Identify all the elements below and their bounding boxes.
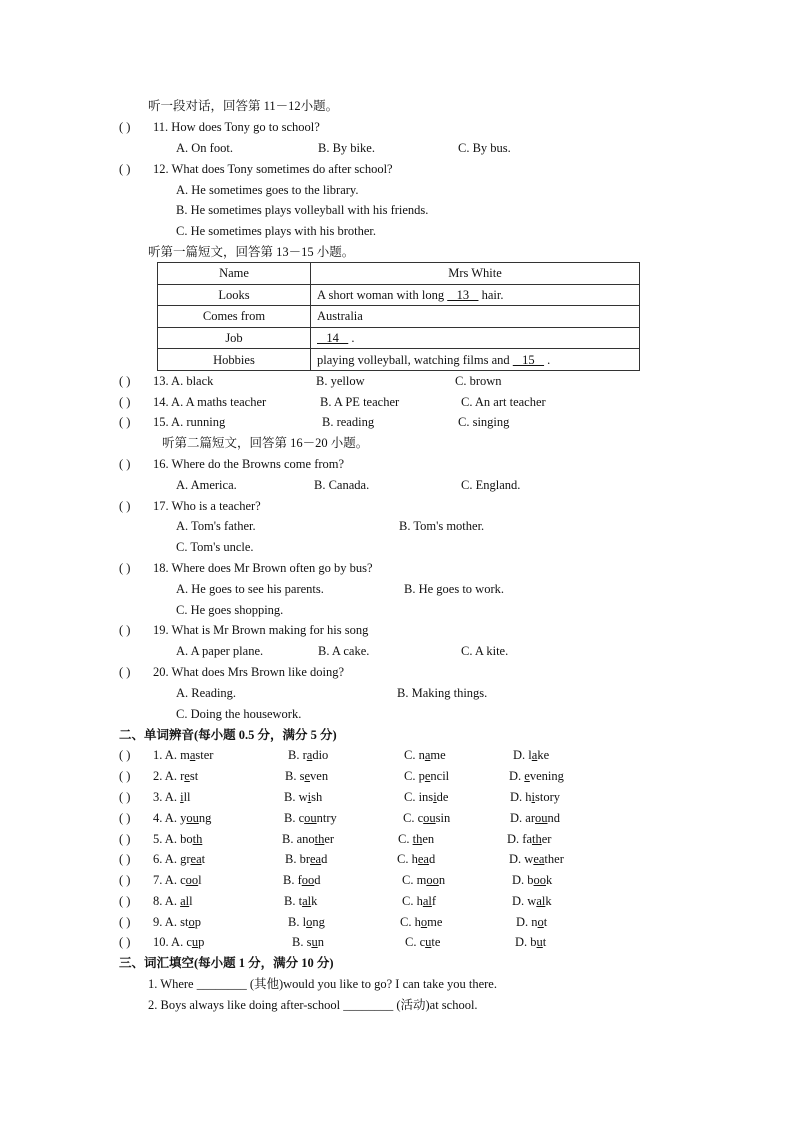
answer-bracket[interactable]: ( ) [119,665,131,679]
blank-14[interactable]: 14 [317,331,349,346]
phonics-option-c: C. cousin [403,811,451,825]
q11-option-b: B. By bike. [318,141,375,155]
phonics-option-c: C. head [397,852,436,866]
answer-bracket[interactable]: ( ) [119,162,131,176]
q11-option-a: A. On foot. [176,141,233,155]
q16-option-a: A. America. [176,478,237,492]
answer-bracket[interactable]: ( ) [119,457,131,471]
q13-option-b: B. yellow [316,374,365,388]
q19-option-b: B. A cake. [318,644,370,658]
vocab-item-1: 1. Where ________ (其他)would you like to go? I can take you there. [148,977,497,991]
q15-option-a: 15. A. running [153,415,226,429]
q18-option-c: C. He goes shopping. [176,603,284,617]
answer-bracket[interactable]: ( ) [119,790,131,804]
q18-option-b: B. He goes to work. [404,582,504,596]
answer-bracket[interactable]: ( ) [119,852,131,866]
phonics-option-d: D. weather [509,852,564,866]
q12-option-b: B. He sometimes plays volleyball with his friends. [176,203,429,217]
phonics-option-a: 9. A. stop [153,915,201,929]
phonics-option-d: D. father [507,832,552,846]
answer-bracket[interactable]: ( ) [119,915,131,929]
phonics-option-d: D. but [515,935,547,949]
table-row [158,349,640,371]
phonics-option-c: C. name [404,748,446,762]
row-value: 14 . [311,327,640,349]
q18-option-a: A. He goes to see his parents. [176,582,324,596]
table-row [158,306,640,328]
row-label: Job [158,327,311,349]
phonics-option-c: C. then [398,832,435,846]
answer-bracket[interactable]: ( ) [119,935,131,949]
row-value: Mrs White [311,263,640,285]
passage1-intro: 听第一篇短文，回答第 13－15 小题。 [148,245,355,259]
phonics-option-b: B. wish [284,790,323,804]
question-18: 18. Where does Mr Brown often go by bus? [153,561,373,575]
table-row [158,284,640,306]
q14-option-a: 14. A. A maths teacher [153,395,267,409]
phonics-option-d: D. not [516,915,548,929]
answer-bracket[interactable]: ( ) [119,811,131,825]
q16-option-b: B. Canada. [314,478,370,492]
phonics-option-c: C. moon [402,873,446,887]
row-value: playing volleyball, watching films and 15 . [311,349,640,371]
blank-13[interactable]: 13 [447,287,479,302]
row-label: Hobbies [158,349,311,371]
phonics-option-a: 3. A. ill [153,790,191,804]
q13-option-c: C. brown [455,374,502,388]
phonics-option-b: B. another [282,832,335,846]
phonics-option-b: B. long [288,915,325,929]
q17-option-c: C. Tom's uncle. [176,540,254,554]
answer-bracket[interactable]: ( ) [119,561,131,575]
phonics-option-b: B. radio [288,748,329,762]
info-table [157,262,640,371]
q11-option-c: C. By bus. [458,141,511,155]
q20-option-b: B. Making things. [397,686,488,700]
phonics-option-d: D. book [512,873,553,887]
phonics-option-d: D. history [510,790,561,804]
q17-option-b: B. Tom's mother. [399,519,485,533]
question-16: 16. Where do the Browns come from? [153,457,345,471]
table-row [158,263,640,285]
row-label: Comes from [158,306,311,328]
table-row [158,327,640,349]
phonics-option-b: B. seven [285,769,329,783]
question-17: 17. Who is a teacher? [153,499,261,513]
q17-option-a: A. Tom's father. [176,519,256,533]
answer-bracket[interactable]: ( ) [119,395,131,409]
q19-option-c: C. A kite. [461,644,509,658]
phonics-option-b: B. bread [285,852,328,866]
phonics-option-c: C. pencil [404,769,450,783]
answer-bracket[interactable]: ( ) [119,623,131,637]
section2-heading: 二、单词辨音(每小题 0.5 分，满分 5 分) [119,728,337,742]
answer-bracket[interactable]: ( ) [119,748,131,762]
q15-option-c: C. singing [458,415,510,429]
q12-option-c: C. He sometimes plays with his brother. [176,224,376,238]
passage2-intro: 听第二篇短文，回答第 16－20 小题。 [162,436,369,450]
q14-option-c: C. An art teacher [461,395,546,409]
phonics-option-a: 1. A. master [153,748,214,762]
answer-bracket[interactable]: ( ) [119,499,131,513]
phonics-option-a: 6. A. great [153,852,206,866]
vocab-item-2: 2. Boys always like doing after-school ________ (活动)at school. [148,998,478,1012]
phonics-option-d: D. lake [513,748,550,762]
row-label: Name [158,263,311,285]
phonics-option-a: 10. A. cup [153,935,205,949]
q19-option-a: A. A paper plane. [176,644,264,658]
question-19: 19. What is Mr Brown making for his song [153,623,369,637]
row-value: Australia [311,306,640,328]
row-label: Looks [158,284,311,306]
phonics-option-d: D. evening [509,769,564,783]
phonics-option-c: C. inside [404,790,449,804]
q12-option-a: A. He sometimes goes to the library. [176,183,359,197]
phonics-option-c: C. cute [405,935,441,949]
q13-option-a: 13. A. black [153,374,214,388]
answer-bracket[interactable]: ( ) [119,374,131,388]
phonics-option-a: 7. A. cool [153,873,202,887]
phonics-option-d: D. walk [512,894,552,908]
phonics-option-b: B. food [283,873,321,887]
dialogue-intro: 听一段对话，回答第 11－12小题。 [148,99,339,113]
phonics-option-c: C. home [400,915,443,929]
q20-option-a: A. Reading. [176,686,237,700]
question-12: 12. What does Tony sometimes do after school? [153,162,393,176]
q16-option-c: C. England. [461,478,521,492]
answer-bracket[interactable]: ( ) [119,120,131,134]
blank-15[interactable]: 15 [512,352,545,367]
answer-bracket[interactable]: ( ) [119,873,131,887]
phonics-option-a: 8. A. all [153,894,193,908]
question-11: 11. How does Tony go to school? [153,120,320,134]
question-20: 20. What does Mrs Brown like doing? [153,665,345,679]
answer-bracket[interactable]: ( ) [119,832,131,846]
answer-bracket[interactable]: ( ) [119,769,131,783]
q20-option-c: C. Doing the housework. [176,707,302,721]
q14-option-b: B. A PE teacher [320,395,400,409]
q15-option-b: B. reading [322,415,375,429]
answer-bracket[interactable]: ( ) [119,894,131,908]
phonics-option-a: 4. A. young [153,811,212,825]
phonics-option-b: B. sun [292,935,324,949]
phonics-option-b: B. country [284,811,337,825]
row-value: A short woman with long 13 hair. [311,284,640,306]
phonics-option-d: D. around [510,811,560,825]
phonics-option-c: C. half [402,894,437,908]
answer-bracket[interactable]: ( ) [119,415,131,429]
phonics-option-a: 2. A. rest [153,769,199,783]
phonics-option-b: B. talk [284,894,318,908]
section3-heading: 三、词汇填空(每小题 1 分，满分 10 分) [119,956,334,970]
phonics-option-a: 5. A. both [153,832,203,846]
